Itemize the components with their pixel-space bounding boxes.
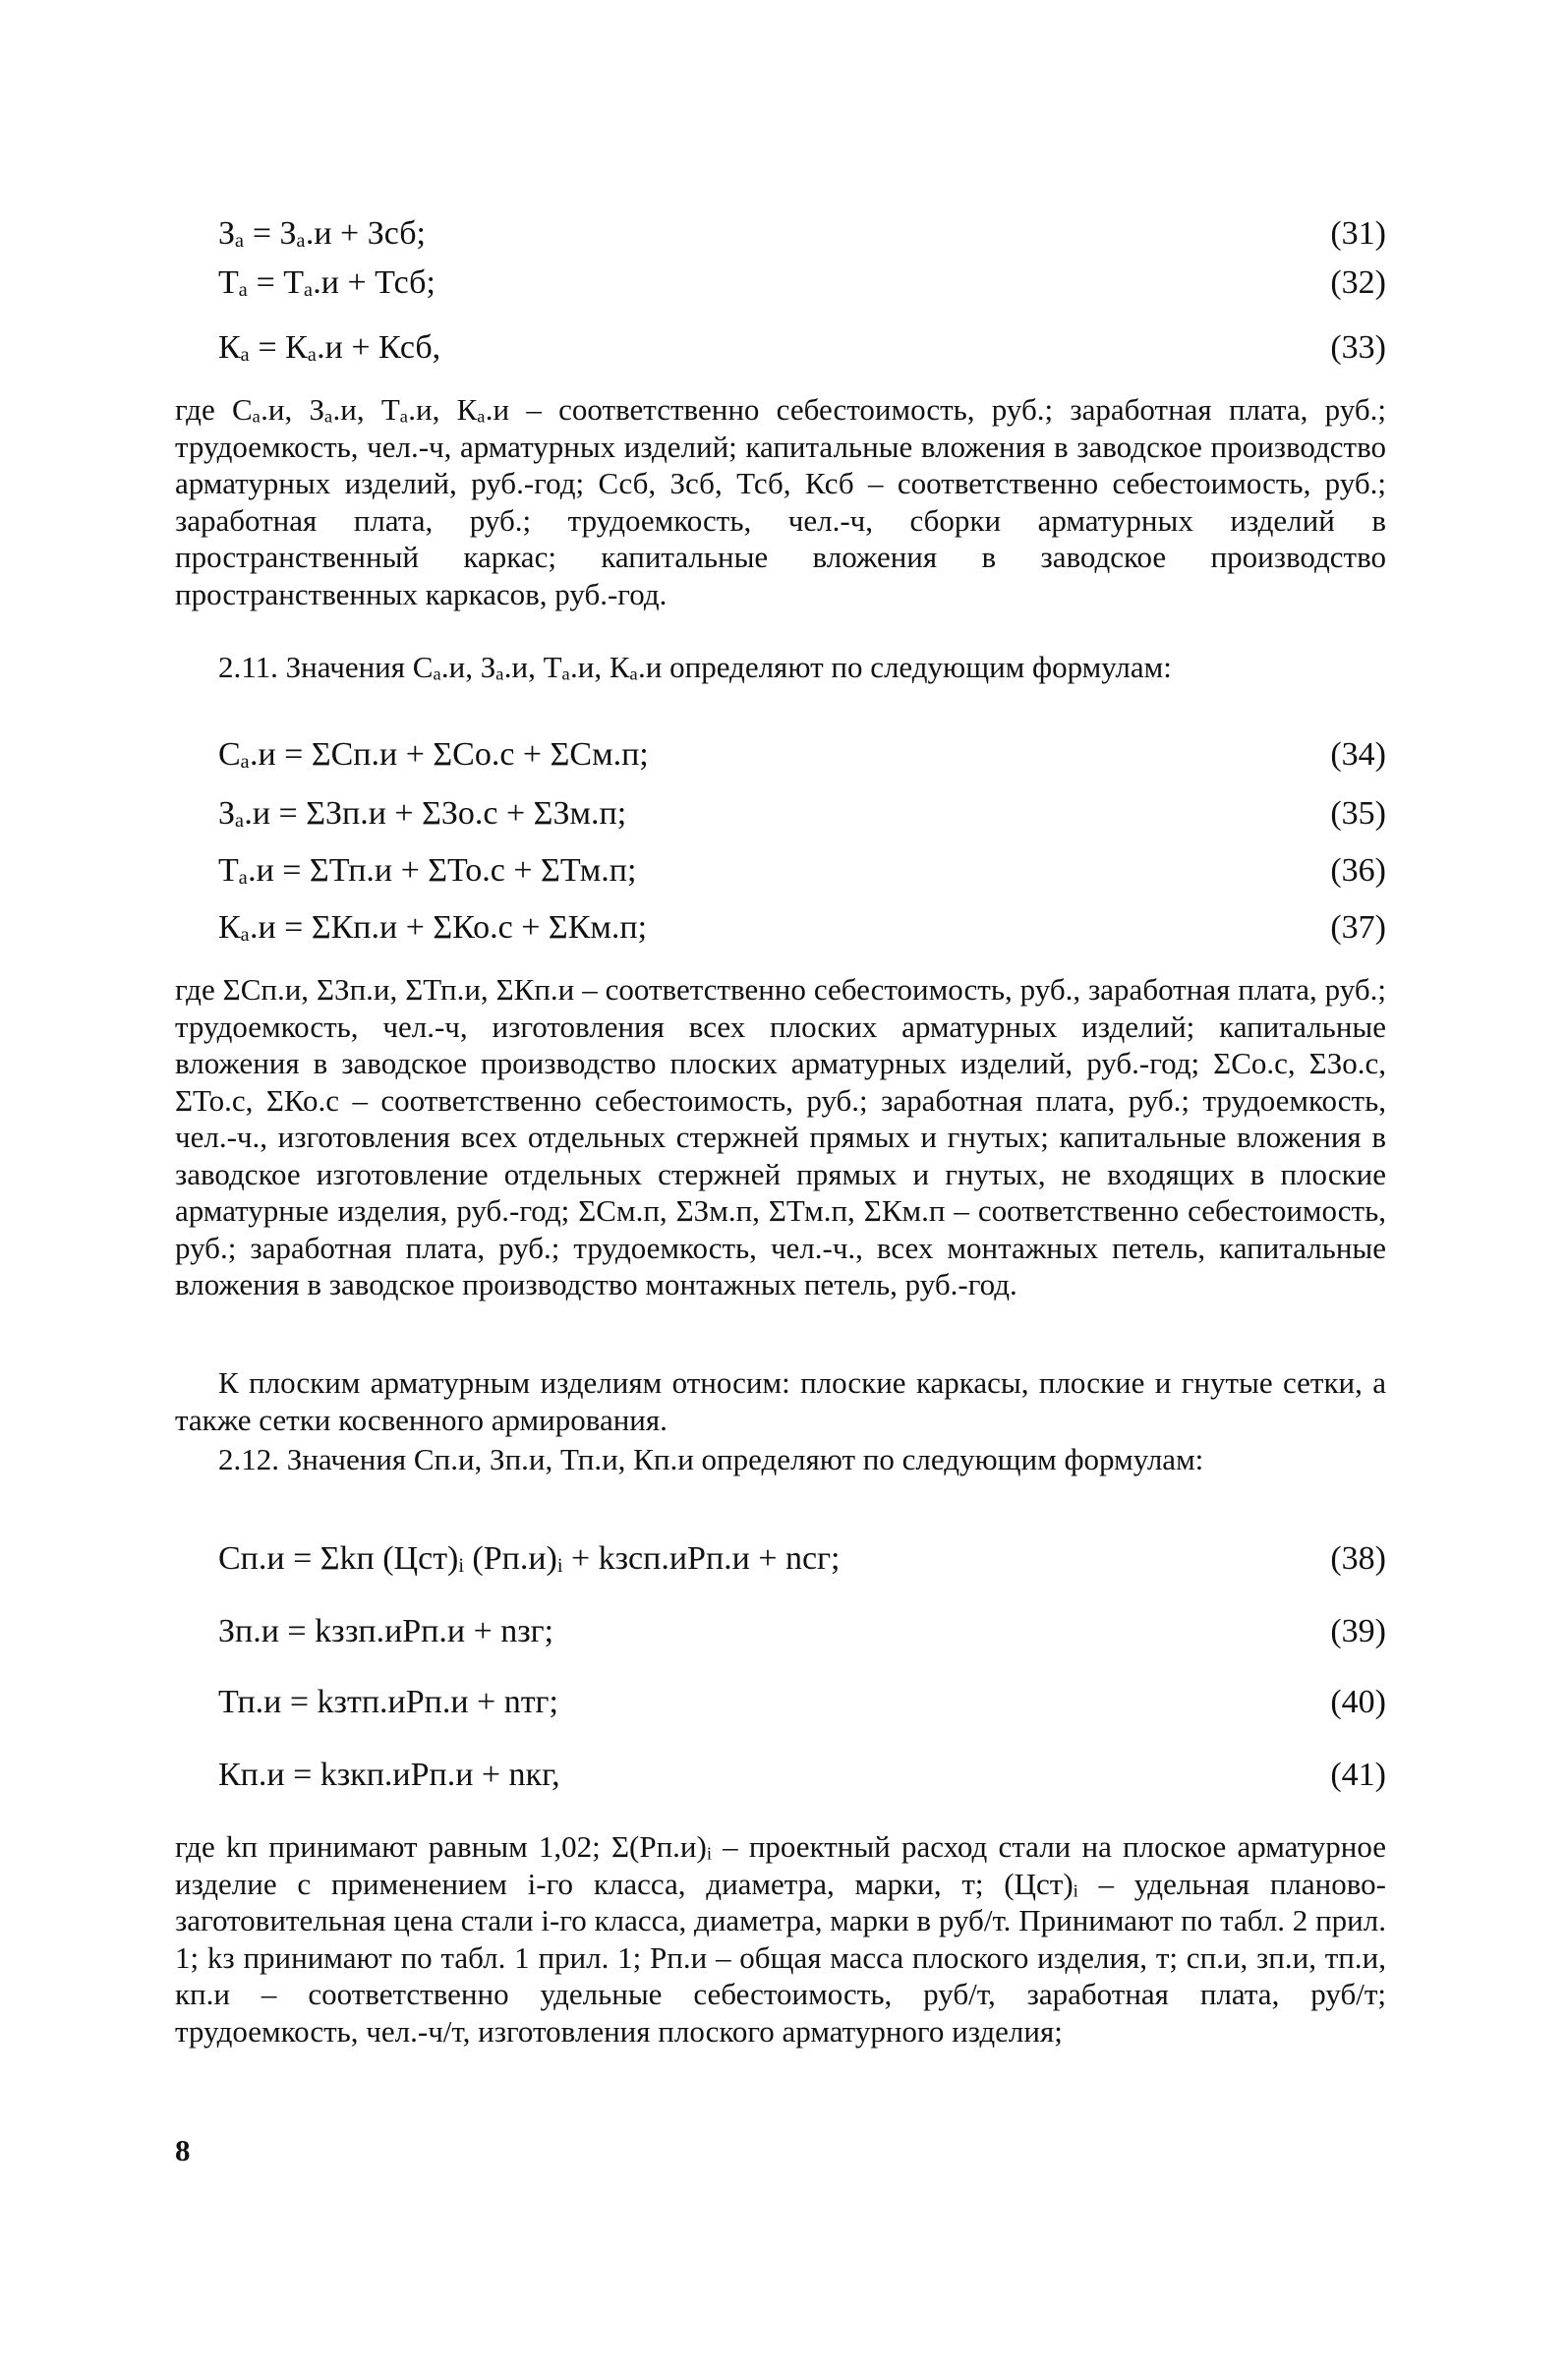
equation-number: (34)	[1330, 736, 1386, 773]
equation-31	[218, 214, 1386, 254]
paragraph-flat-items	[175, 1364, 1386, 1438]
equation-36	[218, 851, 1386, 891]
equation-number: (36)	[1330, 852, 1386, 889]
equation-number: (33)	[1330, 329, 1386, 366]
equation-33	[218, 328, 1386, 368]
equation-35	[218, 794, 1386, 834]
equation-formula: Кₐ.и = ΣКп.и + ΣКо.с + ΣКм.п;	[218, 909, 648, 946]
equation-formula: Тₐ.и = ΣТп.и + ΣТо.с + ΣТм.п;	[218, 852, 637, 889]
section-2-12	[175, 1441, 1386, 1478]
equation-number: (31)	[1330, 215, 1386, 252]
equation-formula: Зп.и = kззп.иРп.и + nзг;	[218, 1613, 554, 1649]
equation-41	[218, 1756, 1386, 1795]
paragraph-text: где Сₐ.и, Зₐ.и, Тₐ.и, Кₐ.и – соответственно себестоимость, руб.; заработная плата, руб.; трудоемкость, чел.-ч, арматурных изделий; капитальные вложения в заводское производство арматурных изделий, руб.-год; Ссб, Зсб, Тсб, Ксб – соответственно себестоимость, руб.; заработная плата, руб.; трудоемкость, чел.-ч, сборки арматурных изделий в пространственный каркас; капитальные вложения в заводское производство пространственных каркасов, руб.-год.	[175, 392, 1386, 611]
equation-formula: Зₐ.и = ΣЗп.и + ΣЗо.с + ΣЗм.п;	[218, 795, 627, 832]
equation-formula: Кₐ = Кₐ.и + Ксб,	[218, 329, 441, 366]
paragraph-text: К плоским арматурным изделиям относим: плоские каркасы, плоские и гнутые сетки, а также сетки косвенного армирования.	[175, 1365, 1386, 1437]
equation-39	[218, 1612, 1386, 1651]
equation-formula: Сₐ.и = ΣСп.и + ΣСо.с + ΣСм.п;	[218, 736, 649, 773]
paragraph-text: 2.12. Значения Сп.и, Зп.и, Тп.и, Кп.и определяют по следующим формулам:	[218, 1442, 1204, 1476]
equation-32	[218, 263, 1386, 303]
equation-number: (40)	[1330, 1684, 1386, 1720]
equation-number: (35)	[1330, 795, 1386, 832]
equation-34	[218, 735, 1386, 775]
equation-formula: Сп.и = Σkп (Цст)ᵢ (Рп.и)ᵢ + kзсп.иРп.и + ncг;	[218, 1540, 841, 1577]
equation-number: (32)	[1330, 264, 1386, 301]
section-2-11	[175, 649, 1386, 686]
paragraph-definitions-2	[175, 971, 1386, 1303]
equation-38	[218, 1539, 1386, 1579]
equation-number: (39)	[1330, 1613, 1386, 1649]
paragraph-text: где ΣСп.и, ΣЗп.и, ΣТп.и, ΣКп.и – соответственно себестоимость, руб., заработная плата, руб.; трудоемкость, чел.-ч, изготовления всех плоских арматурных изделий; капитальные вложения в заводское производство плоских арматурных изделий, руб.-год; ΣСо.с, ΣЗо.с, ΣТо.с, ΣКо.с – соответственно себестоимость, руб.; заработная плата, руб.; трудоемкость, чел.-ч., изготовления всех отдельных стержней прямых и гнутых; капитальные вложения в заводское изготовление отдельных стержней прямых и гнутых, не входящих в плоские арматурные изделия, руб.-год; ΣСм.п, ΣЗм.п, ΣТм.п, ΣКм.п – соответственно себестоимость, руб.; заработная плата, руб.; трудоемкость, чел.-ч., всех монтажных петель, капитальные вложения в заводское производство монтажных петель, руб.-год.	[175, 972, 1386, 1301]
equation-number: (41)	[1330, 1757, 1386, 1793]
equation-number: (38)	[1330, 1540, 1386, 1577]
paragraph-text: где kп принимают равным 1,02; Σ(Рп.и)ᵢ – проектный расход стали на плоское арматурное изделие с применением i-го класса, диаметра, марки, т; (Цст)ᵢ – удельная планово-заготовительная цена стали i-го класса, диаметра, марки в руб/т. Принимают по табл. 2 прил. 1; kз принимают по табл. 1 прил. 1; Рп.и – общая масса плоского изделия, т; сп.и, зп.и, тп.и, кп.и – соответственно удельные себестоимость, руб/т, заработная плата, руб/т; трудоемкость, чел.-ч/т, изготовления плоского арматурного изделия;	[175, 1829, 1386, 2049]
equation-40	[218, 1683, 1386, 1722]
paragraph-text: 2.11. Значения Сₐ.и, Зₐ.и, Тₐ.и, Кₐ.и определяют по следующим формулам:	[218, 650, 1172, 684]
equation-37	[218, 908, 1386, 948]
page-number: 8	[175, 2133, 191, 2167]
equation-number: (37)	[1330, 909, 1386, 946]
equation-formula: Тₐ = Тₐ.и + Тсб;	[218, 264, 436, 301]
equation-formula: Зₐ = Зₐ.и + Зсб;	[218, 215, 426, 252]
equation-formula: Тп.и = kзтп.иРп.и + nтг;	[218, 1684, 558, 1720]
paragraph-definitions-3	[175, 1828, 1386, 2050]
equation-formula: Кп.и = kзкп.иРп.и + nкг,	[218, 1757, 560, 1793]
paragraph-definitions-1	[175, 391, 1386, 612]
